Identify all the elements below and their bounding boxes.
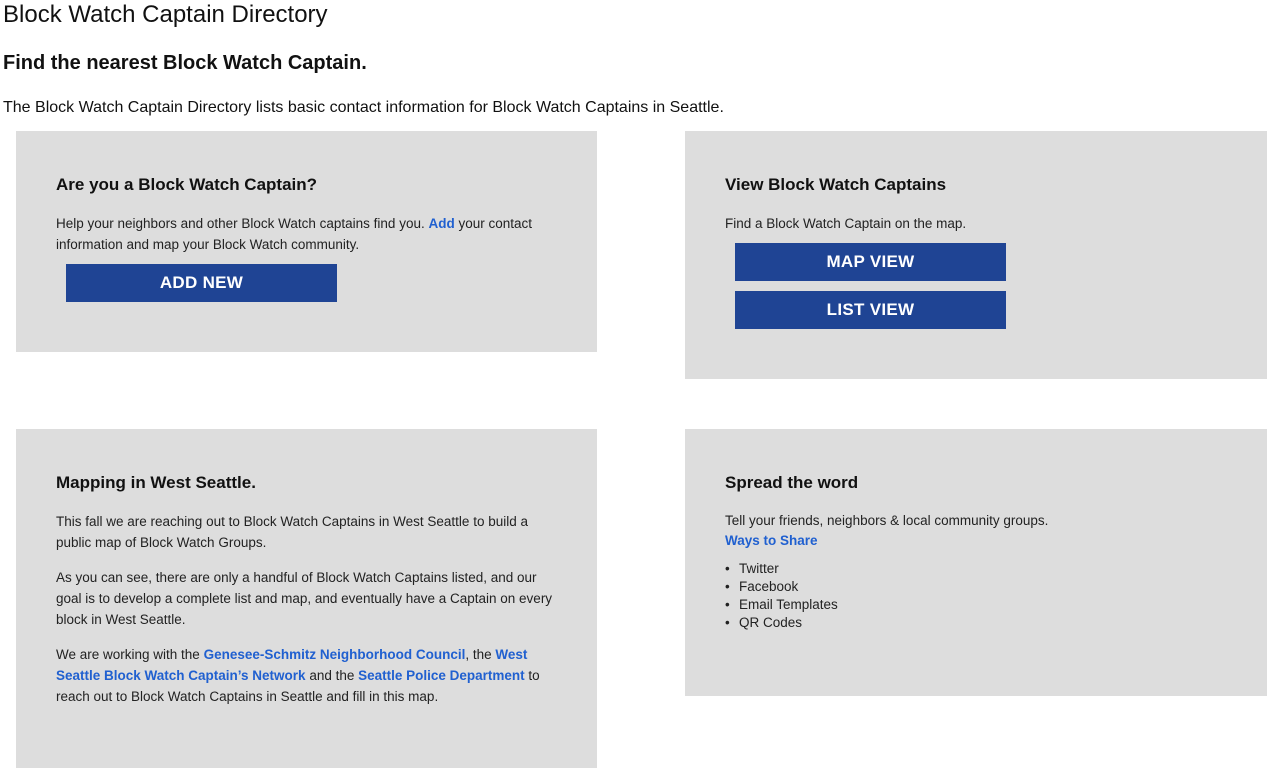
- page-title: Block Watch Captain Directory: [3, 1, 328, 28]
- share-list: [725, 560, 838, 632]
- view-panel-text: Find a Block Watch Captain on the map.: [725, 216, 967, 231]
- list-view-button[interactable]: LIST VIEW: [735, 291, 1006, 329]
- share-item-qr-codes[interactable]: • QR Codes: [725, 614, 838, 632]
- council-link[interactable]: Genesee-Schmitz Neighborhood Council: [203, 647, 466, 662]
- captain-panel-title: Are you a Block Watch Captain?: [56, 175, 318, 194]
- map-view-button[interactable]: MAP VIEW: [735, 243, 1006, 281]
- captain-panel: [16, 131, 597, 352]
- share-item-twitter[interactable]: • Twitter: [725, 560, 838, 578]
- mapping-para-3: [56, 644, 557, 707]
- view-panel-title: View Block Watch Captains: [725, 175, 947, 194]
- mapping-text-d: to reach out to Block Watch Captains in Seattle and fill in this map.: [56, 668, 540, 704]
- police-link[interactable]: Seattle Police Department: [358, 668, 525, 683]
- view-panel: [685, 131, 1267, 379]
- mapping-para-2: As you can see, there are only a handful of Block Watch Captains listed, and our goal is to develop a complete list and map, and eventually have a Captain on every block in West Seattle.: [56, 570, 553, 627]
- network-link[interactable]: West Seattle Block Watch Captain’s Network: [56, 647, 528, 683]
- captain-text-after: your contact information and map your Block Watch community.: [56, 216, 533, 252]
- share-item-facebook[interactable]: • Facebook: [725, 578, 838, 596]
- captain-panel-text: [56, 213, 557, 255]
- mapping-text-c: and the: [305, 668, 359, 683]
- add-new-button[interactable]: ADD NEW: [66, 264, 337, 302]
- share-panel-title: Spread the word: [725, 473, 859, 492]
- mapping-panel-title: Mapping in West Seattle.: [56, 473, 256, 492]
- share-panel: [685, 429, 1267, 696]
- ways-to-share-link[interactable]: Ways to Share: [725, 533, 818, 548]
- share-panel-text: [725, 511, 1227, 551]
- add-link[interactable]: Add: [428, 216, 455, 231]
- mapping-panel: [16, 429, 597, 768]
- mapping-text-b: , the: [465, 647, 496, 662]
- captain-text-before: Help your neighbors and other Block Watch captains find you.: [56, 216, 429, 231]
- share-text: Tell your friends, neighbors & local community groups.: [725, 513, 1049, 528]
- mapping-para-1: This fall we are reaching out to Block Watch Captains in West Seattle to build a public map of Block Watch Groups.: [56, 514, 528, 550]
- mapping-text-a: We are working with the: [56, 647, 204, 662]
- page-subtitle: Find the nearest Block Watch Captain.: [3, 52, 367, 74]
- intro-text: The Block Watch Captain Directory lists basic contact information for Block Watch Captains in Seattle.: [3, 99, 724, 116]
- share-item-email-templates[interactable]: • Email Templates: [725, 596, 838, 614]
